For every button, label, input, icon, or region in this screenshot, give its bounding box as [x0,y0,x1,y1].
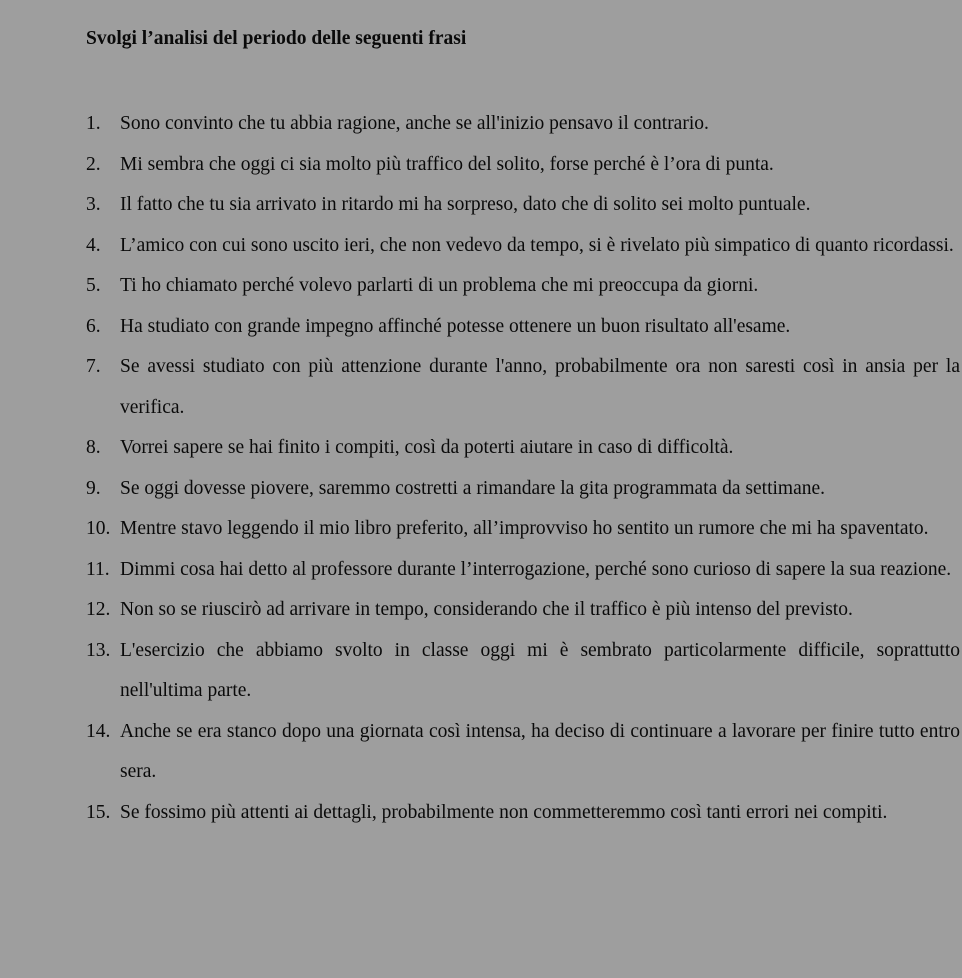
item-text: Ti ho chiamato perché volevo parlarti di un problema che mi preoccupa da giorni. [120,275,759,296]
list-item [86,226,960,267]
item-text: Se oggi dovesse piovere, saremmo costretti a rimandare la gita programmata da settimane. [120,477,826,499]
item-text: Se fossimo più attenti ai dettagli, probabilmente non commetteremmo così tanti errori nei compiti. [120,801,888,823]
item-text: Sono convinto che tu abbia ragione, anche se all'inizio pensavo il contrario. [120,113,709,134]
list-item [86,145,960,186]
item-number: 1. [86,113,101,134]
exercise-title: Svolgi l’analisi del periodo delle seguenti frasi [86,28,467,49]
item-text: Mi sembra che oggi ci sia molto più traffico del solito, forse perché è l’ora di punta. [120,153,774,175]
item-number: 8. [86,437,101,458]
sentence-list [86,104,960,833]
list-item [86,104,960,145]
list-item [86,185,960,226]
item-number: 9. [86,477,101,499]
item-number: 2. [86,153,101,175]
item-text: L'esercizio che abbiamo svolto in classe oggi mi è sembrato particolarmente difficile, soprattutto nell'ultima parte. [120,639,960,701]
item-number: 6. [86,315,101,337]
list-item [86,428,960,469]
item-number: 15. [86,801,111,823]
item-text: Ha studiato con grande impegno affinché potesse ottenere un buon risultato all'esame. [120,315,791,337]
list-item [86,631,960,712]
list-item [86,266,960,307]
list-item [86,469,960,510]
list-item [86,793,960,834]
item-number: 5. [86,275,101,296]
list-item [86,347,960,428]
list-item [86,712,960,793]
item-text: Anche se era stanco dopo una giornata così intensa, ha deciso di continuare a lavorare per finire tutto entro sera. [120,720,960,782]
list-item [86,509,960,550]
item-number: 7. [86,356,101,377]
item-number: 14. [86,720,111,742]
item-number: 3. [86,194,101,215]
item-text: Vorrei sapere se hai finito i compiti, così da poterti aiutare in caso di difficoltà. [120,437,734,458]
list-item [86,307,960,348]
item-number: 12. [86,599,111,620]
item-number: 10. [86,518,111,539]
item-number: 11. [86,558,110,580]
item-text: Dimmi cosa hai detto al professore durante l’interrogazione, perché sono curioso di sapere la sua reazione. [120,558,952,580]
list-item [86,590,960,631]
item-text: Non so se riuscirò ad arrivare in tempo, considerando che il traffico è più intenso del previsto. [120,599,853,620]
item-text: Mentre stavo leggendo il mio libro preferito, all’improvviso ho sentito un rumore che mi ha spaventato. [120,518,929,539]
item-text: Se avessi studiato con più attenzione durante l'anno, probabilmente ora non saresti così in ansia per la verifica. [120,356,960,418]
item-text: L’amico con cui sono uscito ieri, che non vedevo da tempo, si è rivelato più simpatico di quanto ricordassi. [120,234,954,256]
list-item [86,550,960,591]
item-text: Il fatto che tu sia arrivato in ritardo mi ha sorpreso, dato che di solito sei molto puntuale. [120,194,811,215]
item-number: 4. [86,234,101,256]
item-number: 13. [86,639,111,661]
